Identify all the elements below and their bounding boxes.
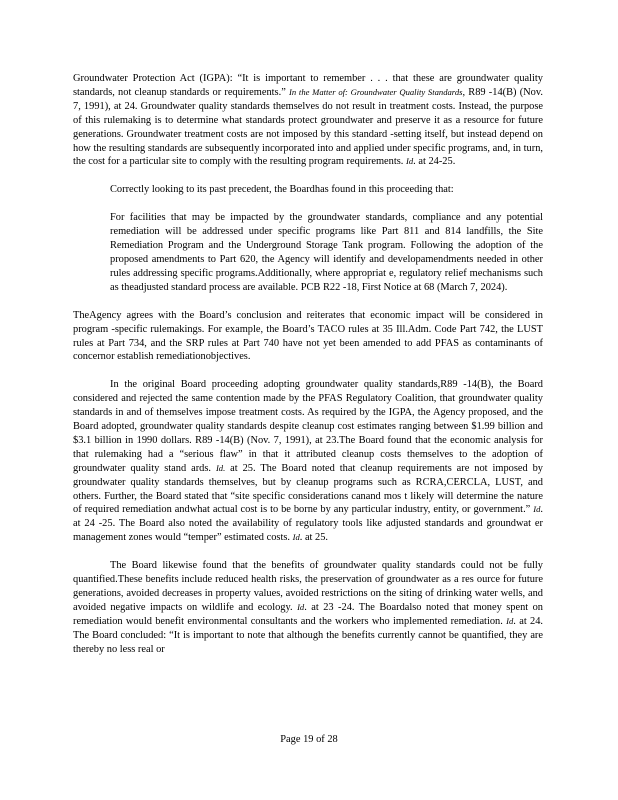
paragraph-text: . at 24-25. xyxy=(413,156,456,168)
id-citation: Id xyxy=(506,615,514,626)
paragraph-text: In the original Board proceeding adopting groundwater quality standards,R89 -14(B), the Board considered and rejected the same contention made by the PFAS Regulatory Coalition, that groundwater quality standards in and of themselves impose treatment costs. As required by the IGPA, the Agency proposed, and the Board adopted, groundwater quality standards despite cleanup cost estimates ranging between $1.99 billion and $3.1 billion in 1990 dollars. R89 -14(B) (Nov. 7, 1991), at 23.The Board found that the economic analysis for that rulemaking had a “serious flaw” in that it attributed cleanup costs themselves to the adoption of groundwater quality stand ards. xyxy=(73,379,543,474)
paragraph-text: . at 24 -25. The Board also noted the availability of regulatory tools like adjusted standards and groundwat er management zones would “temper” estimated costs. xyxy=(73,504,543,544)
paragraph-benefits xyxy=(73,559,543,656)
paragraph-text: . at 23 -24. The Boardalso noted that money spent on remediation would benefit environmental consultants and the workers who implemented remediation. xyxy=(73,601,543,627)
paragraph-text: . at 25. xyxy=(299,532,329,544)
paragraph-agency-agrees: TheAgency agrees with the Board’s conclusion and reiterates that economic impact will be considered in program -specific rulemakings. For example, the Board’s TACO rules at 35 Ill.Adm. Code Part 742, the LUST rules at Part 734, and the SRP rules at Part 740 have not yet been amended to add PFAS as contaminants of concernor establish remediationobjectives. xyxy=(73,309,543,363)
id-citation: Id xyxy=(297,601,305,612)
block-quote-intro: Correctly looking to its past precedent, the Boardhas found in this proceeding that: xyxy=(110,184,454,196)
id-citation: Id xyxy=(405,156,414,167)
paragraph-text: at 25. The Board noted that cleanup requirements are not imposed by groundwater quality standards themselves, but by cleanup programs such as RCRA,CERCLA, LUST, and others. Further, the Board stated that “site specific considerations canand mos t likely will determine the nature of required remediation andwhat actual cost is to be borne by any particular industry, entity, or government.” xyxy=(73,462,544,516)
paragraph-original-proceeding xyxy=(73,378,543,545)
id-citation: Id xyxy=(292,532,300,543)
paragraph-text: , R89 -14(B) (Nov. 7, 1991), at 24. Groundwater quality standards themselves do not result in treatment costs. Instead, the purpose of this rulemaking is to determine what standards protect groundwater and preserve it as a resource for future generations. Groundwater treatment costs are not imposed by this standard -setting itself, but instead depend on how the resulting standards are subsequently incorporated into and applied under specific programs, and, in turn, the cost for a particular site to comply with the resulting program requirements. xyxy=(73,86,543,168)
block-quote: For facilities that may be impacted by the groundwater standards, compliance and any potential remediation will be addressed under specific programs like Part 811 and 814 landfills, the Site Remediation Program and the Underground Storage Tank program. Following the adoption of the proposed amendments to Part 620, the Agency will identify and developamendments needed in other rules addressing specific programs.Additionally, where appropriat e, regulatory relief mechanisms such as theadjusted standard process are available. PCB R22 -18, First Notice at 68 (March 7, 2024). xyxy=(110,212,543,293)
page-number: Page 19 of 28 xyxy=(280,734,338,745)
paragraph-text: The Board likewise found that the benefits of groundwater quality standards could not be fully quantified.These benefits include reduced health risks, the preservation of groundwater as a res ource for future generations, avoided decreases in property values, avoided restrictions on the siting of drinking water wells, and avoided negative impacts on wildlife and ecology. xyxy=(73,560,543,613)
paragraph-igpa-quote xyxy=(73,72,543,169)
id-citation: Id. xyxy=(215,462,226,473)
id-citation: Id xyxy=(533,504,541,515)
document-page xyxy=(73,72,543,671)
case-citation: In the Matter of: Groundwater Quality Standards xyxy=(289,86,463,97)
paragraph-text: Groundwater Protection Act (IGPA): “It is important to remember . . . that these are groundwater quality standards, not cleanup standards or requirements.” xyxy=(73,73,543,98)
paragraph-text: . at 24. The Board concluded: “It is important to note that although the benefits currently cannot be quantified, they are thereby no less real or xyxy=(73,615,543,655)
